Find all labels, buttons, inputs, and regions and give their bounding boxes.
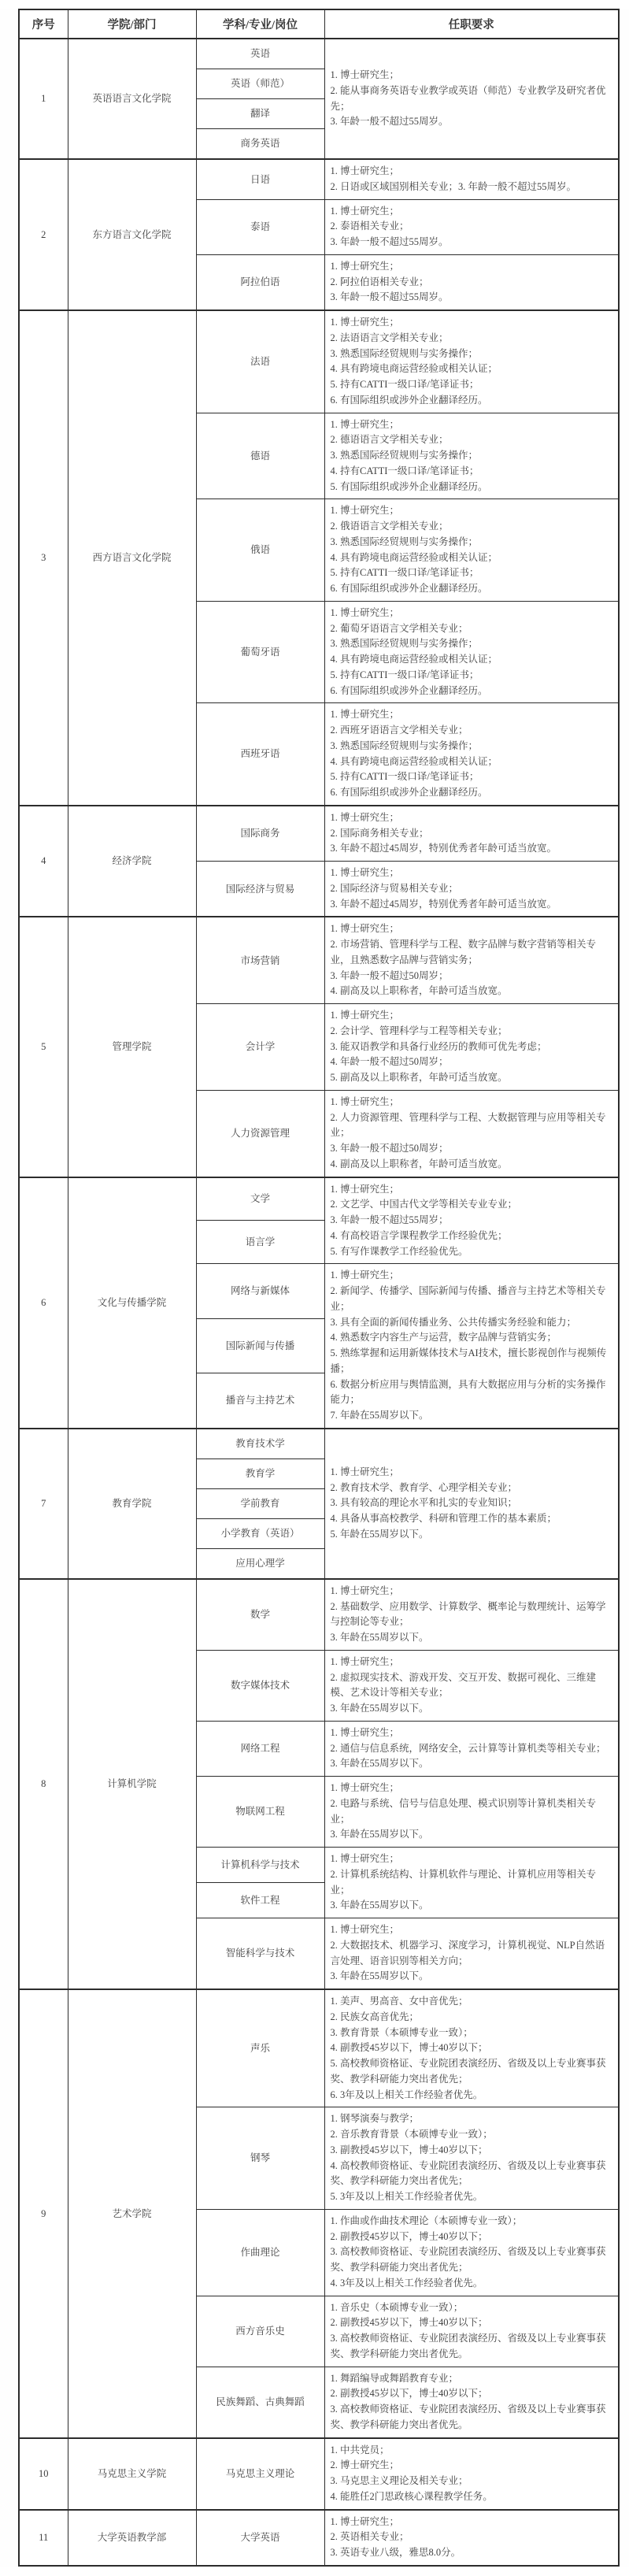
subject-cell: 大学英语 bbox=[196, 2510, 324, 2566]
requirement-cell: 1. 博士研究生； 2. 俄语语言文学相关专业； 3. 熟悉国际经贸规则与实务操作； 4. 具有跨境电商运营经验或相关认证； 5. 持有CATTI一级口译/笔译证书； 6. 有国际组织或涉外企业翻译经历。 bbox=[324, 499, 619, 602]
subject-cell: 数字媒体技术 bbox=[196, 1650, 324, 1721]
college-cell: 管理学院 bbox=[68, 917, 196, 1177]
college-cell: 艺术学院 bbox=[68, 1989, 196, 2438]
requirement-cell: 1. 博士研究生； 2. 大数据技术、机器学习、深度学习，计算机视觉、NLP自然语言处理、语音识别等相关方向； 3. 年龄在55周岁以下。 bbox=[324, 1918, 619, 1990]
subject-cell: 国际经济与贸易 bbox=[196, 862, 324, 917]
table-row bbox=[19, 1579, 619, 1651]
college-cell: 教育学院 bbox=[68, 1429, 196, 1579]
header-subject: 学科/专业/岗位 bbox=[196, 9, 324, 39]
subject-cell: 教育学 bbox=[196, 1458, 324, 1488]
subject-cell: 文学 bbox=[196, 1177, 324, 1221]
requirement-cell: 1. 博士研究生； 2. 市场营销、管理科学与工程、数字品牌与数字营销等相关专业，且熟悉数字品牌与营销实务； 3. 年龄一般不超过50周岁； 4. 副高及以上职称者，年龄可适当放宽。 bbox=[324, 917, 619, 1003]
requirement-cell: 1. 钢琴演奏与教学； 2. 音乐教育背景（本硕博专业一致）； 3. 副教授45岁以下，博士40岁以下； 4. 高校教师资格证、专业院团表演经历、省级及以上专业赛事获奖、教学科研能力突出者优先； 5. 3年及以上相关工作经验者优先。 bbox=[324, 2107, 619, 2210]
subject-cell: 翻译 bbox=[196, 99, 324, 129]
row-no-cell: 2 bbox=[19, 159, 68, 310]
subject-cell: 声乐 bbox=[196, 1989, 324, 2107]
table-header bbox=[19, 9, 619, 39]
subject-cell: 法语 bbox=[196, 310, 324, 413]
subject-cell: 英语（师范） bbox=[196, 69, 324, 99]
subject-cell: 英语 bbox=[196, 39, 324, 69]
subject-cell: 钢琴 bbox=[196, 2107, 324, 2210]
recruitment-table bbox=[18, 9, 620, 2567]
requirement-cell: 1. 博士研究生； 2. 文艺学、中国古代文学等相关专业专业； 3. 年龄一般不超过55周岁； 4. 有高校语言学课程教学工作经验优先； 5. 有写作课教学工作经验优先。 bbox=[324, 1177, 619, 1264]
subject-cell: 德语 bbox=[196, 413, 324, 499]
college-cell: 计算机学院 bbox=[68, 1579, 196, 1989]
subject-cell: 日语 bbox=[196, 159, 324, 199]
subject-cell: 葡萄牙语 bbox=[196, 601, 324, 703]
college-cell: 马克思主义学院 bbox=[68, 2438, 196, 2510]
requirement-cell: 1. 博士研究生； 2. 泰语相关专业； 3. 年龄一般不超过55周岁。 bbox=[324, 199, 619, 254]
table-row bbox=[19, 310, 619, 413]
table-row bbox=[19, 2438, 619, 2510]
subject-cell: 国际商务 bbox=[196, 806, 324, 862]
subject-cell: 小学教育（英语） bbox=[196, 1518, 324, 1548]
requirement-cell: 1. 博士研究生； 2. 德语语言文学相关专业； 3. 熟悉国际经贸规则与实务操作； 4. 持有CATTI一级口译/笔译证书； 5. 有国际组织或涉外企业翻译经历。 bbox=[324, 413, 619, 499]
requirement-cell: 1. 博士研究生； 2. 能从事商务英语专业教学或英语（师范）专业教学及研究者优先； 3. 年龄一般不超过55周岁。 bbox=[324, 39, 619, 159]
row-no-cell: 10 bbox=[19, 2438, 68, 2510]
requirement-cell: 1. 博士研究生； 2. 电路与系统、信号与信息处理、模式识别等计算机类相关专业； 3. 年龄在55周岁以下。 bbox=[324, 1777, 619, 1848]
row-no-cell: 7 bbox=[19, 1429, 68, 1579]
subject-cell: 俄语 bbox=[196, 499, 324, 602]
subject-cell: 西方音乐史 bbox=[196, 2296, 324, 2367]
requirement-cell: 1. 博士研究生； 2. 计算机系统结构、计算机软件与理论、计算机应用等相关专业； 3. 年龄在55周岁以下。 bbox=[324, 1848, 619, 1918]
requirement-cell: 1. 博士研究生； 2. 国际商务相关专业； 3. 年龄不超过45周岁，特别优秀者年龄可适当放宽。 bbox=[324, 806, 619, 862]
row-no-cell: 11 bbox=[19, 2510, 68, 2566]
subject-cell: 网络与新媒体 bbox=[196, 1264, 324, 1318]
recruitment-page bbox=[0, 9, 629, 2567]
college-cell: 西方语言文化学院 bbox=[68, 310, 196, 806]
row-no-cell: 4 bbox=[19, 806, 68, 917]
subject-cell: 国际新闻与传播 bbox=[196, 1318, 324, 1373]
subject-cell: 会计学 bbox=[196, 1004, 324, 1091]
requirement-cell: 1. 博士研究生； 2. 日语或区域国别相关专业；3. 年龄一般不超过55周岁。 bbox=[324, 159, 619, 199]
subject-cell: 网络工程 bbox=[196, 1721, 324, 1776]
subject-cell: 智能科学与技术 bbox=[196, 1918, 324, 1990]
table-row bbox=[19, 917, 619, 1003]
requirement-cell: 1. 博士研究生； 2. 人力资源管理、管理科学与工程、大数据管理与应用等相关专业； 3. 年龄一般不超过50周岁； 4. 副高及以上职称者，年龄可适当放宽。 bbox=[324, 1090, 619, 1177]
subject-cell: 应用心理学 bbox=[196, 1548, 324, 1579]
row-no-cell: 6 bbox=[19, 1177, 68, 1429]
table-row bbox=[19, 2510, 619, 2566]
row-no-cell: 9 bbox=[19, 1989, 68, 2438]
subject-cell: 马克思主义理论 bbox=[196, 2438, 324, 2510]
college-cell: 经济学院 bbox=[68, 806, 196, 917]
requirement-cell: 1. 作曲或作曲技术理论（本硕博专业一致）； 2. 副教授45岁以下，博士40岁以下； 3. 高校教师资格证、专业院团表演经历、省级及以上专业赛事获奖、教学科研能力突出者优先； 4. 3年及以上相关工作经验者优先。 bbox=[324, 2209, 619, 2296]
subject-cell: 计算机科学与技术 bbox=[196, 1848, 324, 1883]
subject-cell: 教育技术学 bbox=[196, 1429, 324, 1459]
subject-cell: 软件工程 bbox=[196, 1883, 324, 1918]
header-serial: 序号 bbox=[19, 9, 68, 39]
table-row bbox=[19, 806, 619, 862]
table-row bbox=[19, 1177, 619, 1221]
table-row bbox=[19, 159, 619, 199]
college-cell: 英语语言文化学院 bbox=[68, 39, 196, 159]
table-body bbox=[19, 39, 619, 2566]
row-no-cell: 1 bbox=[19, 39, 68, 159]
table-row bbox=[19, 1989, 619, 2107]
subject-cell: 商务英语 bbox=[196, 129, 324, 160]
requirement-cell: 1. 博士研究生； 2. 基础数学、应用数学、计算数学、概率论与数理统计、运筹学与控制论等专业； 3. 年龄在55周岁以下。 bbox=[324, 1579, 619, 1651]
requirement-cell: 1. 音乐史（本硕博专业一致）； 2. 副教授45岁以下，博士40岁以下； 3. 高校教师资格证、专业院团表演经历、省级及以上专业赛事获奖、教学科研能力突出者优先。 bbox=[324, 2296, 619, 2367]
subject-cell: 物联网工程 bbox=[196, 1777, 324, 1848]
subject-cell: 泰语 bbox=[196, 199, 324, 254]
header-college: 学院/部门 bbox=[68, 9, 196, 39]
requirement-cell: 1. 博士研究生； 2. 教育技术学、教育学、心理学相关专业； 3. 具有较高的理论水平和扎实的专业知识； 4. 具备从事高校教学、科研和管理工作的基本素质； 5. 年龄在55周岁以下。 bbox=[324, 1429, 619, 1579]
college-cell: 东方语言文化学院 bbox=[68, 159, 196, 310]
requirement-cell: 1. 美声、男高音、女中音优先； 2. 民族女高音优先； 3. 教育背景（本硕博专业一致）； 4. 副教授45岁以下，博士40岁以下； 5. 高校教师资格证、专业院团表演经历、省级及以上专业赛事获奖、教学科研能力突出者优先； 6. 3年及以上相关工作经验者优先。 bbox=[324, 1989, 619, 2107]
requirement-cell: 1. 博士研究生； 2. 英语相关专业； 3. 英语专业八级，雅思8.0分。 bbox=[324, 2510, 619, 2566]
subject-cell: 作曲理论 bbox=[196, 2209, 324, 2296]
college-cell: 文化与传播学院 bbox=[68, 1177, 196, 1429]
subject-cell: 学前教育 bbox=[196, 1488, 324, 1518]
requirement-cell: 1. 博士研究生； 2. 国际经济与贸易相关专业； 3. 年龄不超过45周岁，特别优秀者年龄可适当放宽。 bbox=[324, 862, 619, 917]
subject-cell: 市场营销 bbox=[196, 917, 324, 1003]
row-no-cell: 5 bbox=[19, 917, 68, 1177]
requirement-cell: 1. 博士研究生； 2. 会计学、管理科学与工程等相关专业； 3. 能双语教学和具备行业经历的教师可优先考虑； 4. 年龄一般不超过50周岁； 5. 副高及以上职称者，年龄可适当放宽。 bbox=[324, 1004, 619, 1091]
subject-cell: 阿拉伯语 bbox=[196, 254, 324, 310]
requirement-cell: 1. 博士研究生； 2. 西班牙语语言文学相关专业； 3. 熟悉国际经贸规则与实务操作； 4. 具有跨境电商运营经验或相关认证； 5. 持有CATTI一级口译/笔译证书； 6. 有国际组织或涉外企业翻译经历。 bbox=[324, 703, 619, 806]
table-row bbox=[19, 39, 619, 69]
subject-cell: 数学 bbox=[196, 1579, 324, 1651]
requirement-cell: 1. 博士研究生； 2. 新闻学、传播学、国际新闻与传播、播音与主持艺术等相关专业； 3. 具有全面的新闻传播业务、公共传播实务经验和能力； 4. 熟悉数字内容生产与运营，数字品牌与营销实务； 5. 熟练掌握和运用新媒体技术与AI技术，擅长影视创作与视频传播； 6. 数据分析应用与舆情监测，具有大数据应用与分析的实务操作能力； 7. 年龄在55周岁以下。 bbox=[324, 1264, 619, 1429]
requirement-cell: 1. 博士研究生； 2. 虚拟现实技术、游戏开发、交互开发、数据可视化、三维建模、艺术设计等相关专业； 3. 年龄在55周岁以下。 bbox=[324, 1650, 619, 1721]
row-no-cell: 8 bbox=[19, 1579, 68, 1989]
college-cell: 大学英语教学部 bbox=[68, 2510, 196, 2566]
header-row bbox=[19, 9, 619, 39]
subject-cell: 语言学 bbox=[196, 1221, 324, 1264]
table-row bbox=[19, 1429, 619, 1459]
requirement-cell: 1. 舞蹈编导或舞蹈教育专业； 2. 副教授45岁以下，博士40岁以下； 3. 高校教师资格证、专业院团表演经历、省级及以上专业赛事获奖、教学科研能力突出者优先。 bbox=[324, 2367, 619, 2438]
requirement-cell: 1. 博士研究生； 2. 葡萄牙语语言文学相关专业； 3. 熟悉国际经贸规则与实务操作； 4. 具有跨境电商运营经验或相关认证； 5. 持有CATTI一级口译/笔译证书； 6. 有国际组织或涉外企业翻译经历。 bbox=[324, 601, 619, 703]
subject-cell: 西班牙语 bbox=[196, 703, 324, 806]
requirement-cell: 1. 博士研究生； 2. 阿拉伯语相关专业； 3. 年龄一般不超过55周岁。 bbox=[324, 254, 619, 310]
header-requirements: 任职要求 bbox=[324, 9, 619, 39]
requirement-cell: 1. 博士研究生； 2. 通信与信息系统，网络安全，云计算等计算机类等相关专业； 3. 年龄在55周岁以下。 bbox=[324, 1721, 619, 1776]
requirement-cell: 1. 博士研究生； 2. 法语语言文学相关专业； 3. 熟悉国际经贸规则与实务操作； 4. 具有跨境电商运营经验或相关认证； 5. 持有CATTI一级口译/笔译证书； 6. 有国际组织或涉外企业翻译经历。 bbox=[324, 310, 619, 413]
subject-cell: 人力资源管理 bbox=[196, 1090, 324, 1177]
requirement-cell: 1. 中共党员； 2. 博士研究生； 3. 马克思主义理论及相关专业； 4. 能胜任2门思政核心课程教学任务。 bbox=[324, 2438, 619, 2510]
subject-cell: 播音与主持艺术 bbox=[196, 1373, 324, 1428]
row-no-cell: 3 bbox=[19, 310, 68, 806]
subject-cell: 民族舞蹈、古典舞蹈 bbox=[196, 2367, 324, 2438]
